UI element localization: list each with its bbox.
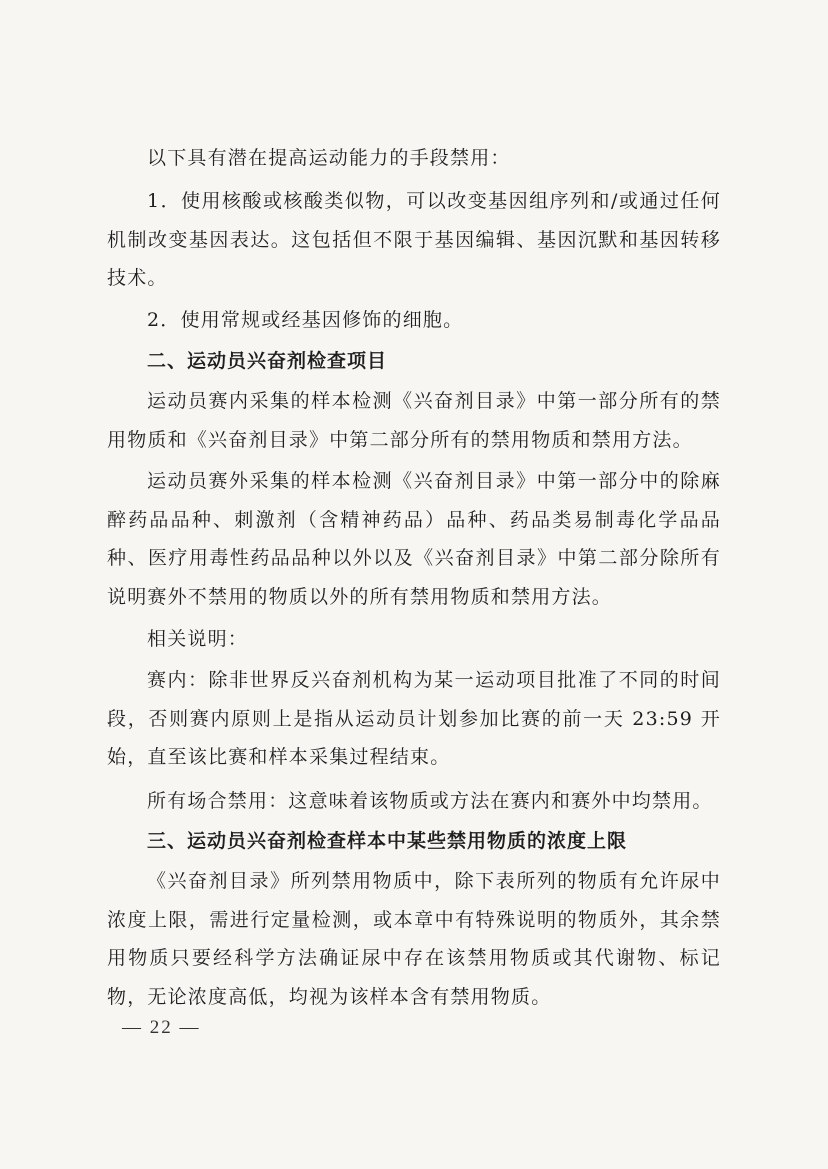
out-of-competition-paragraph: 运动员赛外采集的样本检测《兴奋剂目录》中第一部分中的除麻醉药品品种、刺激剂（含精神药品）品种、药品类易制毒化学品品种、医疗用毒性药品品种以外以及《兴奋剂目录》中第二部分除所有说明赛外不禁用的物质以外的所有禁用物质和禁用方法。 xyxy=(107,470,721,608)
notes-label: 相关说明： xyxy=(147,628,249,650)
section-heading-2: 二、运动员兴奋剂检查项目 xyxy=(147,350,388,372)
section-heading-3: 三、运动员兴奋剂检查样本中某些禁用物质的浓度上限 xyxy=(147,830,628,852)
item-2-paragraph: 2．使用常规或经基因修饰的细胞。 xyxy=(147,309,464,331)
page-number: — 22 — xyxy=(122,1017,201,1038)
intro-paragraph: 以下具有潜在提高运动能力的手段禁用： xyxy=(147,147,511,169)
concentration-paragraph: 《兴奋剂目录》所列禁用物质中，除下表所列的物质有允许尿中浓度上限，需进行定量检测，或本章中有特殊说明的物质外，其余禁用物质只要经科学方法确证尿中存在该禁用物质或其代谢物、标记物，无论浓度高低，均视为该样本含有禁用物质。 xyxy=(107,870,721,1008)
all-times-definition: 所有场合禁用：这意味着该物质或方法在赛内和赛外中均禁用。 xyxy=(147,790,713,812)
in-competition-definition: 赛内：除非世界反兴奋剂机构为某一运动项目批准了不同的时间段，否则赛内原则上是指从运动员计划参加比赛的前一天 23:59 开始，直至该比赛和样本采集过程结束。 xyxy=(107,669,721,768)
in-competition-paragraph: 运动员赛内采集的样本检测《兴奋剂目录》中第一部分所有的禁用物质和《兴奋剂目录》中第二部分所有的禁用物质和禁用方法。 xyxy=(107,390,721,451)
item-1-paragraph: 1．使用核酸或核酸类似物，可以改变基因组序列和/或通过任何机制改变基因表达。这包括但不限于基因编辑、基因沉默和基因转移技术。 xyxy=(107,190,721,289)
